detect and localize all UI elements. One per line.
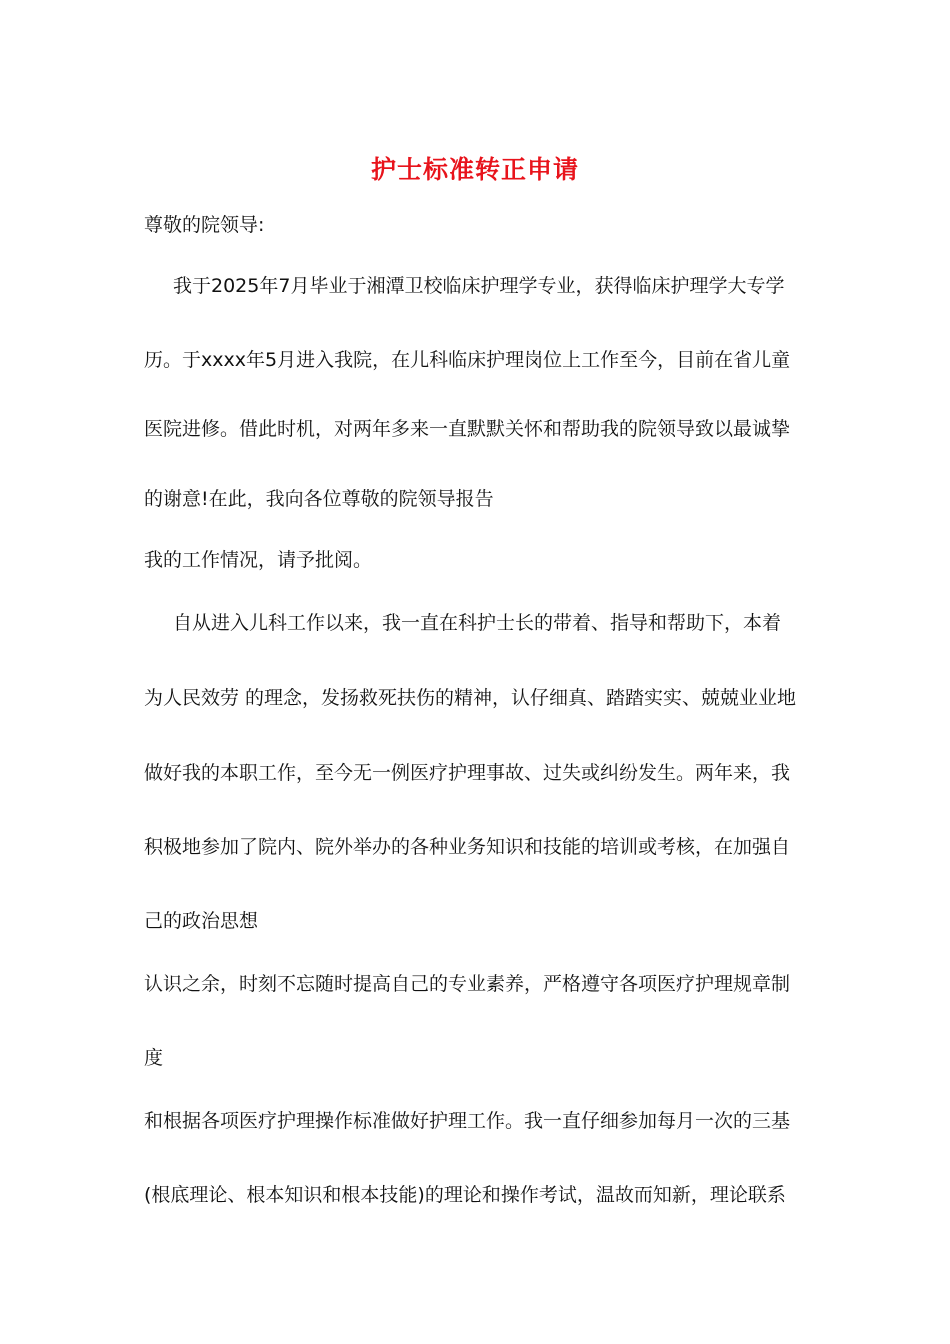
paragraph-line: 的谢意!在此，我向各位尊敬的院领导报告 [144, 488, 494, 510]
paragraph-line: 认识之余，时刻不忘随时提高自己的专业素养，严格遵守各项医疗护理规章制 [144, 973, 791, 995]
paragraph-line: 积极地参加了院内、院外举办的各种业务知识和技能的培训或考核，在加强自 [144, 836, 791, 858]
document-title: 护士标准转正申请 [370, 155, 579, 184]
paragraph-line: 己的政治思想 [144, 910, 259, 932]
paragraph-line: 历。于xxxx年5月进入我院，在儿科临床护理岗位上工作至今，目前在省儿童 [144, 349, 791, 371]
paragraph-line: 我的工作情况，请予批阅。 [144, 549, 373, 571]
paragraph-line: 自从进入儿科工作以来，我一直在科护士长的带着、指导和帮助下，本着 [173, 612, 782, 634]
paragraph-line: 医院进修。借此时机，对两年多来一直默默关怀和帮助我的院领导致以最诚挚 [144, 418, 791, 440]
paragraph-line: 度 [144, 1047, 164, 1069]
salutation: 尊敬的院领导: [144, 214, 265, 236]
paragraph-line: (根底理论、根本知识和根本技能)的理论和操作考试，温故而知新，理论联系 [144, 1184, 786, 1206]
paragraph-line: 为人民效劳 的理念，发扬救死扶伤的精神，认仔细真、踏踏实实、兢兢业业地 [144, 687, 797, 709]
paragraph-line: 和根据各项医疗护理操作标准做好护理工作。我一直仔细参加每月一次的三基 [144, 1110, 791, 1132]
paragraph-line: 做好我的本职工作，至今无一例医疗护理事故、过失或纠纷发生。两年来，我 [144, 762, 791, 784]
paragraph-line: 我于2025年7月毕业于湘潭卫校临床护理学专业，获得临床护理学大专学 [173, 275, 785, 297]
